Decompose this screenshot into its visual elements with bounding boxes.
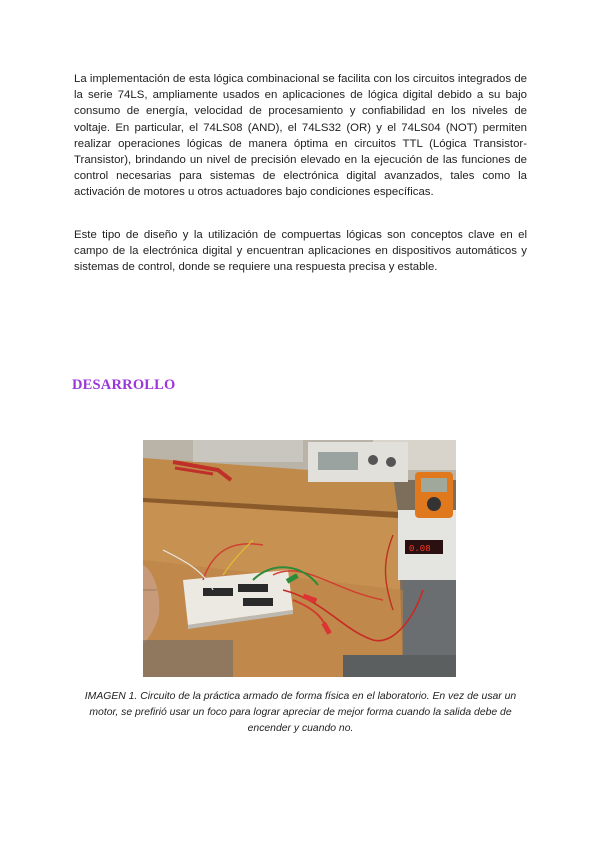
body-paragraph-2: Este tipo de diseño y la utilización de compuertas lógicas son conceptos clave en el campo de la electrónica digital y encuentran aplicaciones en dispositivos automáticos y sistemas de control, donde se requiere una respuesta precisa y estable. (74, 229, 527, 274)
power-supply-display: 0.08 (409, 544, 431, 554)
figure-caption: IMAGEN 1. Circuito de la práctica armado de forma física en el laboratorio. En vez de usar un motor, se prefirió usar un foco para lograr apreciar de mejor forma cuando la salida debe de encender y cuando no. (84, 691, 517, 734)
section-heading: DESARROLLO (72, 377, 176, 393)
body-paragraph-1: La implementación de esta lógica combinacional se facilita con los circuitos integrados de la serie 74LS, ampliamente usados en aplicaciones de lógica digital debido a su bajo consumo de energía, velocidad de procesamiento y confiabilidad en los niveles de voltaje. En particular, el 74LS08 (AND), el 74LS32 (OR) y el 74LS04 (NOT) permiten realizar operaciones lógicas de manera óptima en circuitos TTL (Lógica Transistor-Transistor), brindando un nivel de precisión elevado en la ejecución de las funciones de control necesarias para sistemas de electrónica digital avanzados, tales como la activación de motores u otros actuadores bajo condiciones específicas. (74, 73, 527, 199)
lab-circuit-photo (143, 440, 456, 677)
